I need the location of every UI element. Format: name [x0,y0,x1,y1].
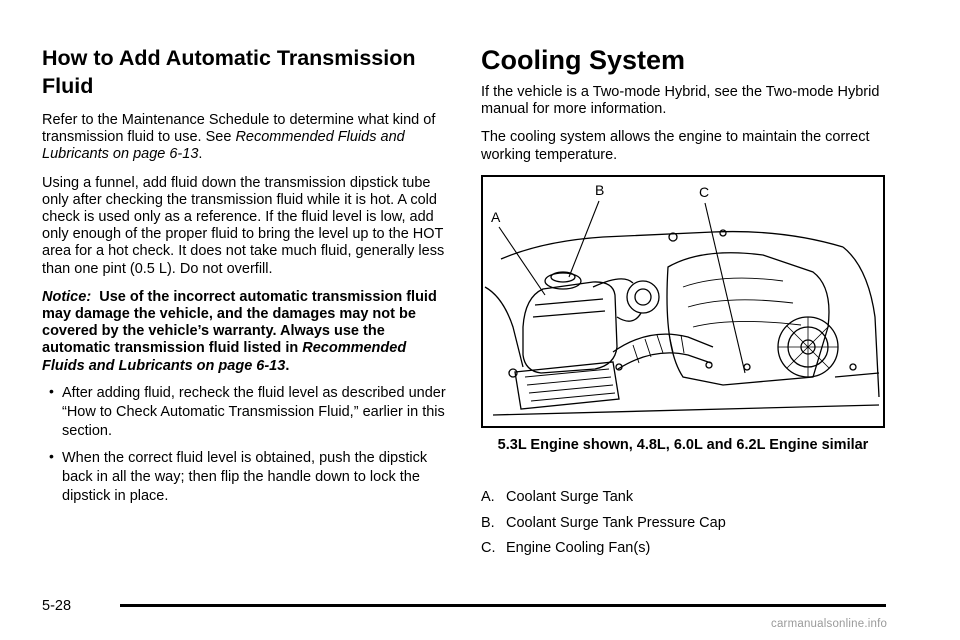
callout-b-leader [569,201,599,277]
callout-c-leader [705,203,745,373]
engine-compartment-figure [481,175,885,428]
engine-cover-shape [667,253,829,385]
bullet-list [42,384,450,506]
engine-illustration [483,177,883,426]
right-column [481,44,891,164]
hybrid-note-paragraph: If the vehicle is a Two-mode Hybrid, see the Two-mode Hybrid manual for more information. [481,84,880,118]
footer-rule [120,604,886,607]
notice-paragraph: Notice: Use of the incorrect automatic transmission fluid may damage the vehicle, and the damages may not be covered by the vehicle’s warranty. Always use the automatic transmission fluid listed in Recommended Fluids and Lubricants on page 6-13. [42,288,437,374]
bullet-icon: • [49,382,54,399]
bullet-icon: • [49,447,54,464]
list-item: • After adding fluid, recheck the fluid level as described under “How to Check Automatic Transmission Fluid,” earlier in this section. [49,382,446,439]
hood-edge-line [501,232,843,259]
list-item: • When the correct fluid level is obtained, push the dipstick back in all the way; then flip the handle down to lock the dipstick in place. [49,447,428,504]
throttle-body-shape [627,281,659,313]
notice-label: Notice: [42,288,92,305]
legend-item: B. Coolant Surge Tank Pressure Cap [481,514,726,531]
legend-item: A. Coolant Surge Tank [481,489,634,505]
callout-a-label: A [491,209,501,225]
callout-b-label: B [595,182,605,198]
page-number: 5-28 [42,598,72,614]
callout-c-label: C [699,184,710,200]
notice-reference-link[interactable]: Recommended Fluids and Lubricants on page 6-13 [42,340,407,374]
fluids-reference-link[interactable]: Recommended Fluids and Lubricants on page 6-13 [42,129,405,163]
watermark: carmanualsonline.info [771,618,888,630]
figure-legend [481,489,885,566]
left-column [42,44,450,506]
figure-caption: 5.3L Engine shown, 4.8L, 6.0L and 6.2L Engine similar [497,437,869,453]
add-fluid-paragraph: Using a funnel, add fluid down the transmission dipstick tube only after checking the transmission fluid while it is hot. A cold check is used only as a reference. If the fluid level is low, add only enough of the proper fluid to bring the level up to the HOT area for a hot check. It does not take much fluid, generally less than one pint (0.5 L). Do not overfill. [42,174,445,277]
coolant-surge-tank-shape [523,282,617,373]
transmission-fluid-heading: How to Add Automatic Transmission Fluid [42,46,416,98]
callout-a-leader [499,227,545,295]
legend-item: C. Engine Cooling Fan(s) [481,540,651,556]
fluid-type-paragraph: Refer to the Maintenance Schedule to determine what kind of transmission fluid to use. See Recommended Fluids and Lubricants on page 6-13. [42,112,436,163]
cooling-system-heading: Cooling System [481,45,686,75]
cooling-intro-paragraph: The cooling system allows the engine to maintain the correct working temperature. [481,129,870,163]
